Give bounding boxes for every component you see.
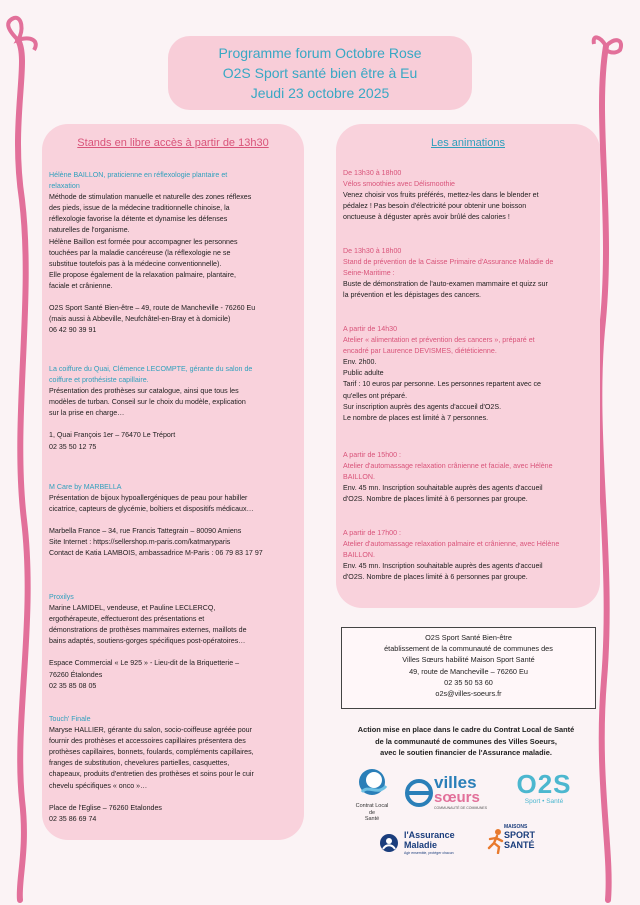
contact-email[interactable]: o2s@villes-soeurs.fr xyxy=(435,689,502,699)
animation-entry-cpam xyxy=(343,246,591,301)
animation-title: Atelier d'automassage relaxation crânienne et faciale, avec Hélène xyxy=(343,462,553,471)
stand-text: cicatrice, capteurs de glycémie, boîtiers et dispositifs médicaux… xyxy=(49,505,254,514)
stand-website: Site Internet : https://sellershop.m-paris.com/katmaryparis xyxy=(49,538,231,547)
animations-panel xyxy=(336,124,600,608)
contact-line: O2S Sport Santé Bien-être xyxy=(425,633,512,642)
animation-title: Atelier d'automassage relaxation palmaire et crânienne, avec Hélène xyxy=(343,540,560,549)
contact-line: Villes Sœurs habilité Maison Sport Santé xyxy=(402,655,535,665)
stand-contact: Place de l'Eglise – 76260 Etalondes xyxy=(49,803,162,812)
cls-text: Contrat xyxy=(355,803,374,809)
stand-contact: Espace Commercial « Le 925 » - Lieu-dit de la Briquetterie – xyxy=(49,659,240,668)
maisons-sport-sante-logo xyxy=(486,822,546,860)
animation-entry-automassage-palmaire xyxy=(343,528,591,583)
stand-title: Touch' Finale xyxy=(49,715,91,723)
animation-text: d'O2S. Nombre de places limité à 6 personnes par groupe. xyxy=(343,495,528,504)
stand-text: Hélène Baillon est formée pour accompagner les personnes xyxy=(49,237,238,246)
animation-entry-automassage-facial xyxy=(343,450,591,505)
stand-text: touchées par la maladie cancéreuse (la réflexologie ne se xyxy=(49,248,231,257)
stand-text: Maryse HALLIER, gérante du salon, socio-coiffeuse agréée pour xyxy=(49,726,252,735)
contrat-local-sante-logo xyxy=(346,766,398,824)
animation-entry-smoothies xyxy=(343,168,591,223)
soeurs-text: sœurs xyxy=(434,789,480,806)
animation-time: De 13h30 à 18h00 xyxy=(343,247,402,255)
animation-title: encadré par Laurence DEVISMES, diététicienne. xyxy=(343,347,497,356)
stand-text: Elle propose également de la relaxation palmaire, plantaire, xyxy=(49,270,236,279)
assurance-text: l'Assurance xyxy=(404,830,455,840)
stand-text: Présentation de bijoux hypoallergéniques de peau pour habiller xyxy=(49,494,248,503)
animation-title: BAILLON. xyxy=(343,473,375,482)
mss-text: MAISONS xyxy=(504,824,528,830)
stand-phone: 02 35 50 12 75 xyxy=(49,442,97,451)
animation-time: A partir de 17h00 : xyxy=(343,529,401,537)
animation-title: Stand de prévention de la Caisse Primaire d'Assurance Maladie de xyxy=(343,258,554,267)
stand-entry-baillon xyxy=(49,170,296,336)
stand-text: chapeaux, produits d'entretien des prothèses et soins pour le cuir xyxy=(49,770,254,779)
animation-text: d'O2S. Nombre de places limité à 6 personnes par groupe. xyxy=(343,573,528,582)
animation-title: Atelier « alimentation et prévention des cancers », préparé et xyxy=(343,336,535,345)
title-line-2: O2S Sport santé bien être à Eu xyxy=(222,65,418,81)
stand-contact: (mais aussi à Abbeville, Neufchâtel-en-Bray et à domicile) xyxy=(49,315,231,324)
stand-title: Proxilys xyxy=(49,593,74,601)
stand-entry-touch-finale xyxy=(49,714,296,825)
stand-contact: Contact de Katia LAMBOIS, ambassadrice M-Paris : 06 79 83 17 97 xyxy=(49,549,263,558)
animation-title: Seine-Maritime : xyxy=(343,269,395,278)
stand-title: La coiffure du Quai, Clémence LECOMPTE, gérante du salon de xyxy=(49,365,253,373)
o2s-contact-box xyxy=(341,627,596,709)
stand-contact: 76260 Étalondes xyxy=(49,670,103,679)
stands-panel xyxy=(42,124,304,840)
runner-icon xyxy=(486,828,506,854)
funding-statement xyxy=(328,724,604,759)
partner-logos xyxy=(336,760,604,860)
maladie-text: Maladie xyxy=(404,840,438,850)
funding-line: de la communauté de communes des Villes Soeurs, xyxy=(375,736,557,746)
stand-entry-coiffure-du-quai xyxy=(49,364,296,453)
stand-text: sur la prise en charge… xyxy=(49,409,125,418)
stand-title: coiffure et prothésiste capillaire. xyxy=(49,376,149,385)
title-line-1: Programme forum Octobre Rose xyxy=(218,45,422,61)
animation-text: pédalez ! Pas besoin d'électricité pour obtenir une boisson xyxy=(343,202,527,211)
stand-text: prothèses capillaires, bonnets, foulards, compléments capillaires, xyxy=(49,748,254,757)
contact-phone: 02 35 50 53 60 xyxy=(444,677,493,687)
funding-line: avec le soutien financier de l'Assurance maladie. xyxy=(380,748,552,757)
funding-line: Action mise en place dans le cadre du Contrat Local de Santé xyxy=(357,725,575,734)
stand-text: substitue toutefois pas à la médecine conventionnelle). xyxy=(49,259,222,268)
title-line-3: Jeudi 23 octobre 2025 xyxy=(250,85,390,101)
animation-text: Env. 45 mn. Inscription souhaitable auprès des agents d'accueil xyxy=(343,562,543,571)
animations-heading: Les animations xyxy=(431,137,505,149)
stand-text: bains adaptés, soutiens-gorges spécifiques post-opératoires… xyxy=(49,637,246,646)
stand-text: Méthode de stimulation manuelle et naturelle des zones réflexes xyxy=(49,193,252,202)
stand-title: M Care by MARBELLA xyxy=(49,483,122,491)
stand-title: Hélène BAILLON, praticienne en réflexologie plantaire et xyxy=(49,171,228,179)
animation-text: Tarif : 10 euros par personne. Les personnes repartent avec ce xyxy=(343,380,541,389)
stand-text: réflexologie favorise la détente et dynamise les défenses xyxy=(49,215,228,224)
mss-text: SANTÉ xyxy=(504,840,535,850)
animation-text: Env. 45 mn. Inscription souhaitable auprès des agents d'accueil xyxy=(343,484,543,493)
cls-text: de xyxy=(368,809,376,816)
animation-title: Vélos smoothies avec Délismoothie xyxy=(343,180,455,189)
animation-text: Sur inscription auprès des agents d'accueil d'O2S. xyxy=(343,402,502,411)
stand-text: faciale et crânienne. xyxy=(49,281,113,290)
stand-text: chevelu spécifiques « onco »… xyxy=(49,781,148,790)
stand-entry-proxilys xyxy=(49,592,296,692)
stands-heading: Stands en libre accès à partir de 13h30 xyxy=(77,137,269,149)
animation-entry-alimentation xyxy=(343,324,591,424)
stand-text: démonstrations de prothèses mammaires externes, maillots de xyxy=(49,626,247,635)
stand-contact: O2S Sport Santé Bien-être – 49, route de Mancheville - 76260 Eu xyxy=(49,304,256,313)
cls-text: Local xyxy=(375,803,389,809)
title-box xyxy=(168,36,472,110)
ameli-tagline: Agir ensemble, protéger chacun xyxy=(404,851,454,855)
stand-text: ergothérapeute, effectueront des présentations et xyxy=(49,615,205,624)
cls-swirl-icon xyxy=(352,766,392,798)
animation-text: Public adulte xyxy=(343,369,384,378)
stand-text: Présentation des prothèses sur catalogue, ainsi que tous les xyxy=(49,387,239,396)
villes-sub-text: COMMUNAUTÉ DE COMMUNES xyxy=(434,806,488,810)
animation-time: De 13h30 à 18h00 xyxy=(343,169,402,177)
animation-time: A partir de 14h30 xyxy=(343,325,398,333)
stand-text: modèles de turban. Conseil sur le choix du modèle, explication xyxy=(49,398,246,407)
contact-line: établissement de la communauté de communes des xyxy=(384,644,553,654)
o2s-sub-text: Sport • Santé xyxy=(524,798,564,805)
o2s-logo xyxy=(510,770,578,816)
villes-soeurs-mark-icon xyxy=(404,778,434,808)
stand-text: franges de substitution, chevelures partielles, casquettes, xyxy=(49,759,230,768)
animation-text: Env. 2h00. xyxy=(343,358,377,367)
stand-entry-marbella xyxy=(49,482,296,560)
cls-text: Santé xyxy=(364,816,380,822)
o2s-text: O2S xyxy=(516,769,572,799)
stand-text: Marine LAMIDEL, vendeuse, et Pauline LECLERCQ, xyxy=(49,604,216,613)
animation-title: BAILLON. xyxy=(343,551,375,560)
stand-contact: 1, Quai François 1er – 76470 Le Tréport xyxy=(49,431,176,440)
contact-address: 49, route de Mancheville – 76260 Eu xyxy=(409,666,528,676)
stand-phone: 02 35 86 69 74 xyxy=(49,814,97,823)
animation-text: qu'elles ont préparé. xyxy=(343,391,408,400)
stand-text: des pieds, issue de la médecine traditionnelle chinoise, la xyxy=(49,204,230,213)
villes-text: villes xyxy=(434,773,477,792)
animation-time: A partir de 15h00 : xyxy=(343,451,401,459)
stand-text: fournir des prothèses et accessoires capillaires présentera des xyxy=(49,737,246,746)
stand-text: naturelles de l'organisme. xyxy=(49,226,130,235)
animation-text: Le nombre de places est limité à 7 personnes. xyxy=(343,413,489,422)
animation-text: la prévention et les dépistages des cancers. xyxy=(343,291,482,300)
stand-phone: 02 35 85 08 05 xyxy=(49,681,97,690)
mss-text: SPORT xyxy=(504,830,536,840)
assurance-maladie-logo xyxy=(378,828,464,858)
animation-text: onctueuse à déguster après avoir brûlé des calories ! xyxy=(343,213,510,222)
stand-title: relaxation xyxy=(49,182,80,191)
stand-contact: Marbella France – 34, rue Francis Tattegrain – 80090 Amiens xyxy=(49,527,242,536)
animation-text: Venez choisir vos fruits préférés, mettez-les dans le blender et xyxy=(343,191,539,200)
villes-soeurs-logo xyxy=(404,772,500,816)
stand-phone: 06 42 90 39 91 xyxy=(49,326,97,335)
assurance-maladie-mark-icon xyxy=(378,832,400,854)
animation-text: Buste de démonstration de l'auto-examen mammaire et quizz sur xyxy=(343,280,548,289)
